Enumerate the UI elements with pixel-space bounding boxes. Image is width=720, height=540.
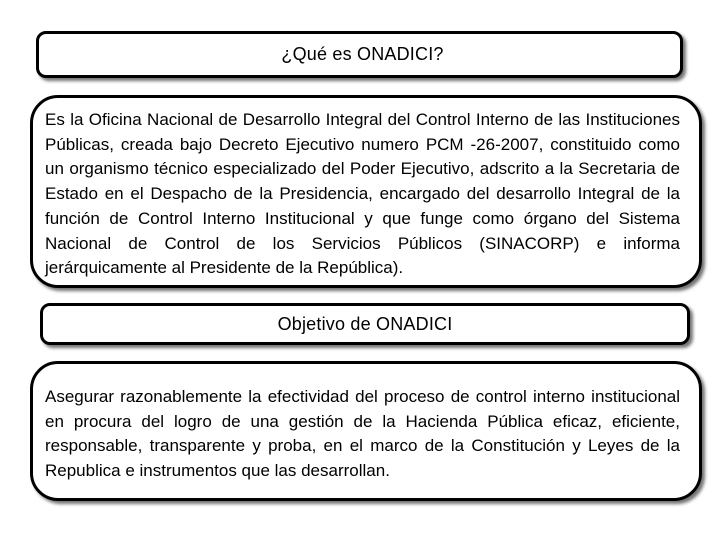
objective-text: Asegurar razonablemente la efectividad del proceso de control interno institucional en procura del logro de una gestión de la Hacienda Pública eficaz, eficiente, responsable, transparente y proba, en el marco de la Constitución y Leyes de la Republica e instrumentos que las desarrollan. [45, 387, 680, 481]
what-is-onadici-title-box [36, 31, 683, 78]
objective-body-box [30, 361, 702, 501]
what-is-onadici-body-box [30, 95, 702, 288]
what-is-onadici-title: ¿Qué es ONADICI? [281, 44, 444, 64]
what-is-onadici-text: Es la Oficina Nacional de Desarrollo Integral del Control Interno de las Instituciones Públicas, creada bajo Decreto Ejecutivo numero PCM -26-2007, constituido como un organismo técnico especializado del Poder Ejecutivo, adscrito a la Secretaria de Estado en el Despacho de la Presidencia, encargado del desarrollo Integral de la función de Control Interno Institucional y que funge como órgano del Sistema Nacional de Control de los Servicios Públicos (SINACORP) e informa jerárquicamente al Presidente de la República). [45, 110, 680, 278]
objective-title: Objetivo de ONADICI [277, 313, 453, 334]
objective-title-box [40, 303, 690, 345]
